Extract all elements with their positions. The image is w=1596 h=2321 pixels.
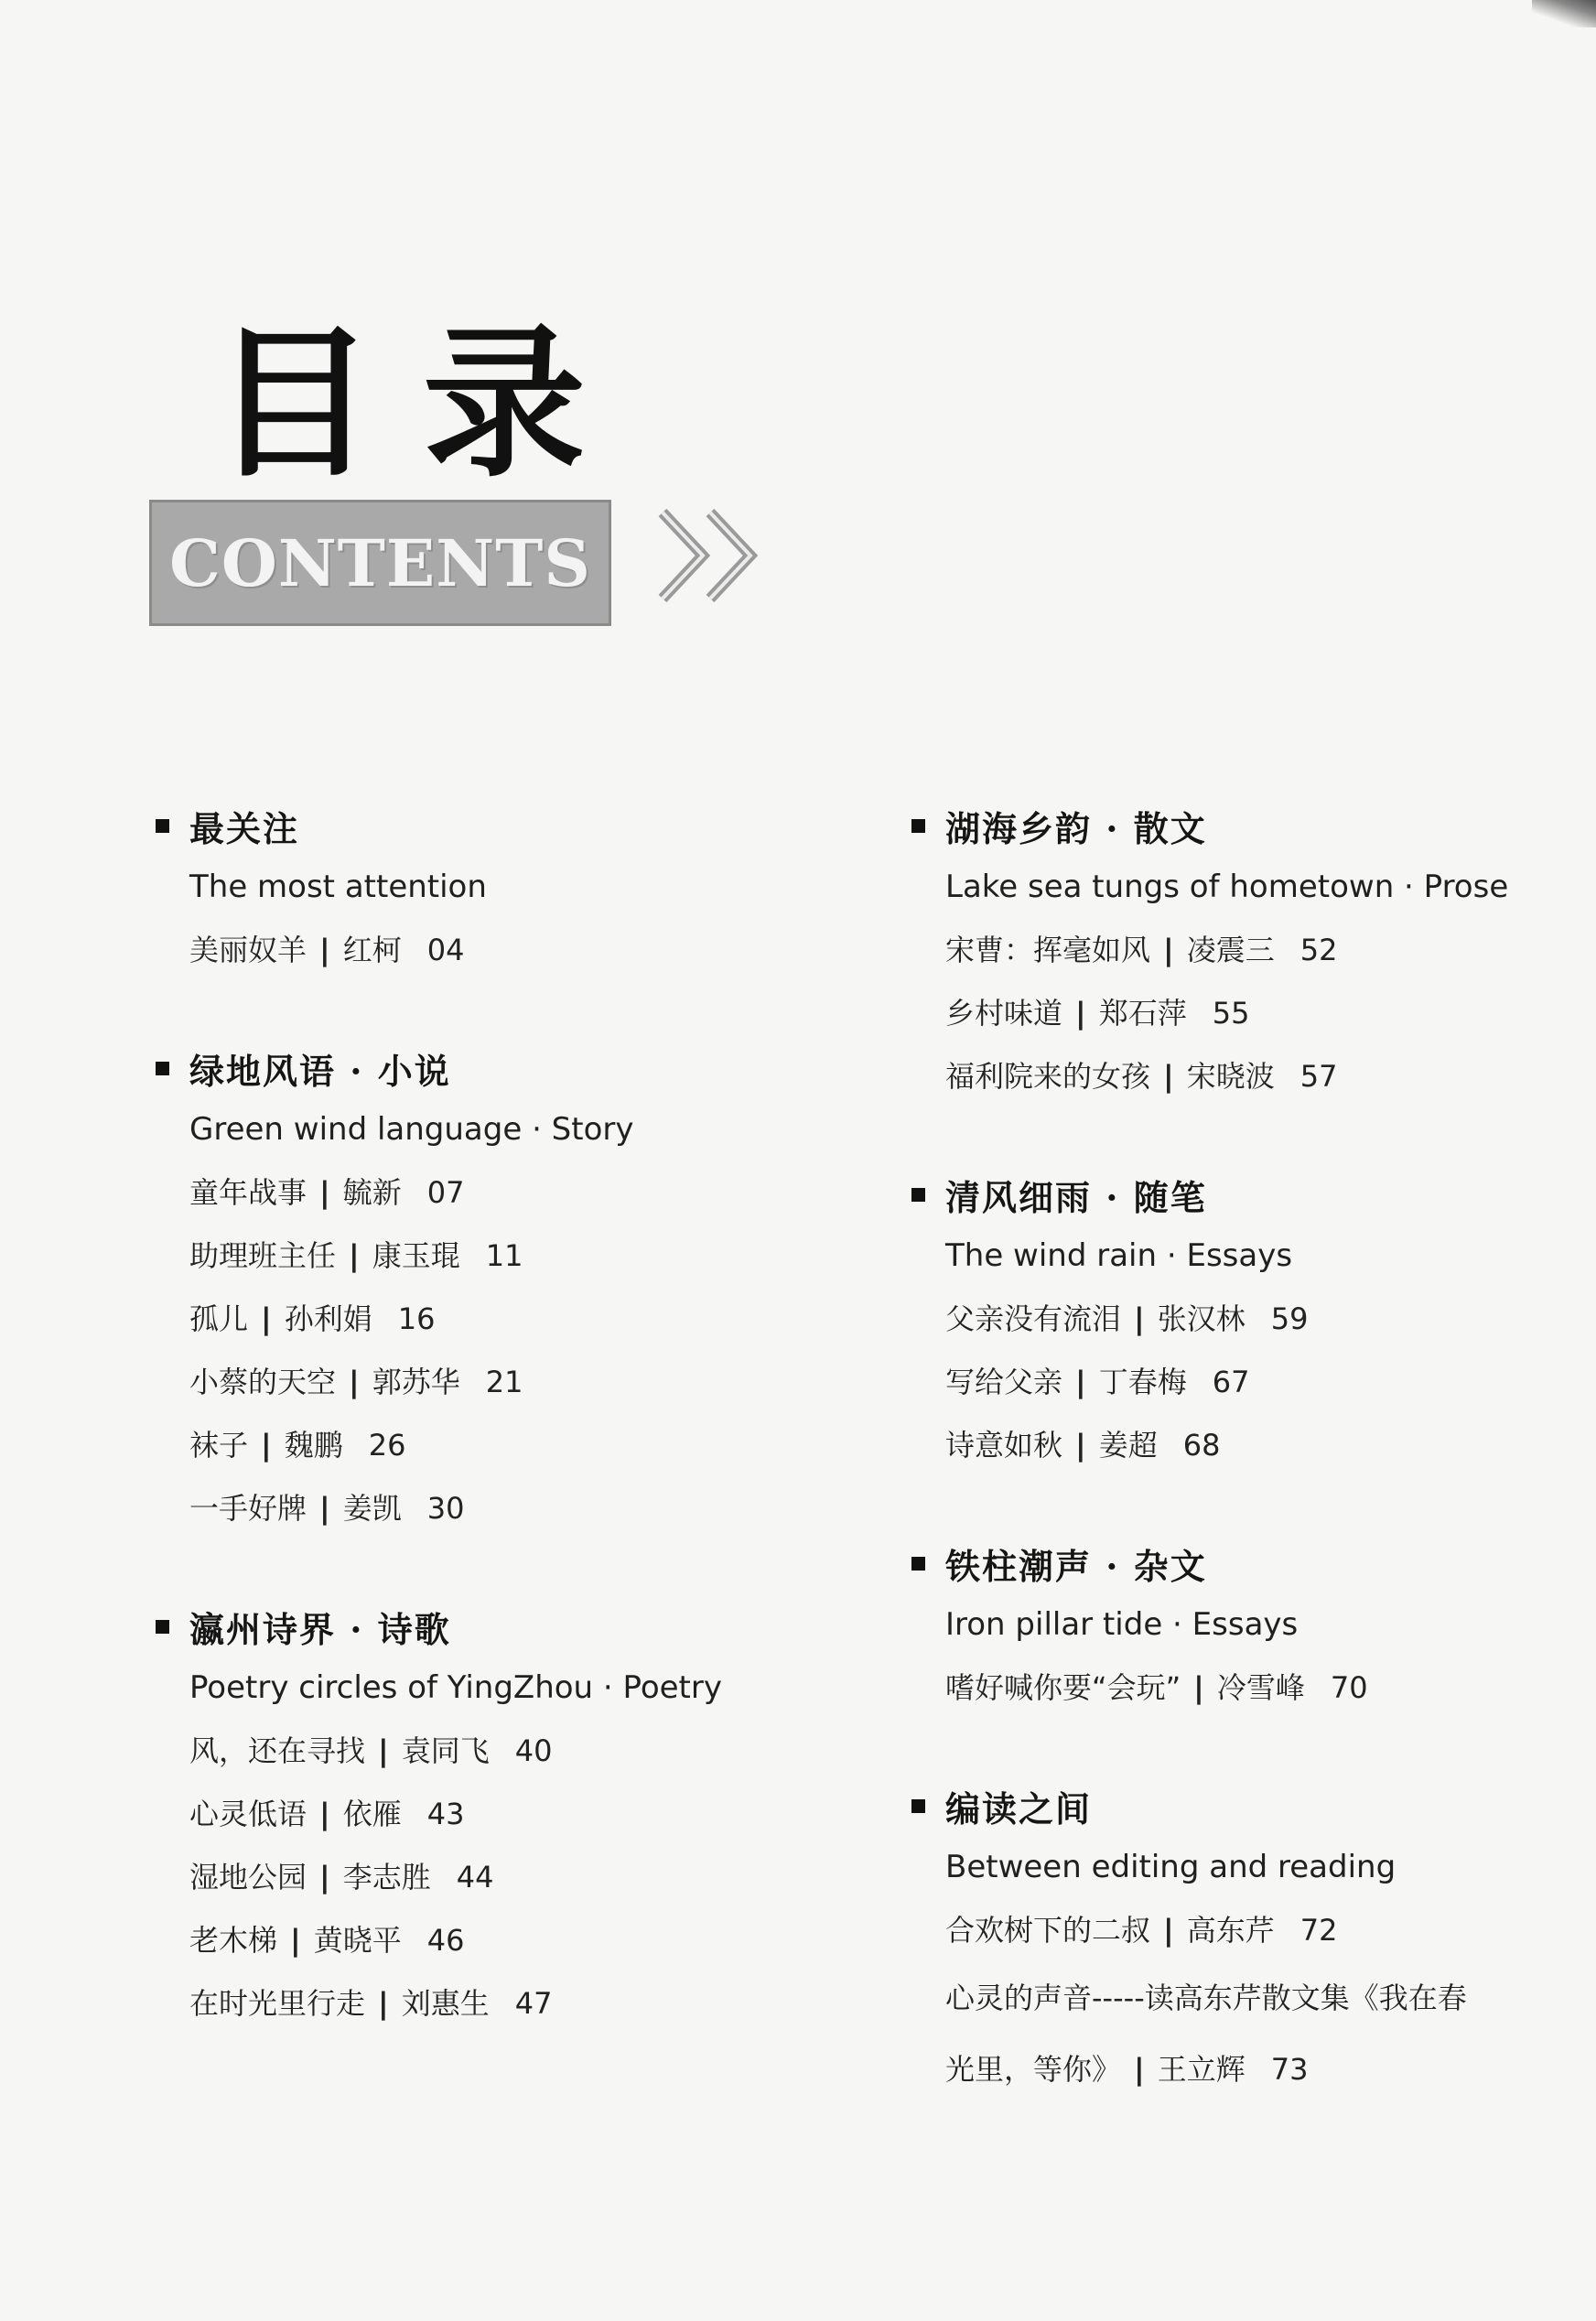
entry-title: 福利院来的女孩 xyxy=(945,1059,1151,1094)
entry-title: 写给父亲 xyxy=(945,1365,1063,1399)
entry-author: 郑石萍 xyxy=(1098,996,1187,1031)
square-bullet-icon xyxy=(156,1062,169,1075)
page-corner-shadow xyxy=(1532,0,1596,27)
entry-author: 冷雪峰 xyxy=(1216,1670,1305,1705)
entry-author: 张汉林 xyxy=(1157,1301,1246,1336)
toc-entry[interactable]: 小蔡的天空 | 郭苏华 21 xyxy=(189,1365,523,1399)
square-bullet-icon xyxy=(156,1620,169,1634)
toc-entry[interactable]: 乡村味道 | 郑石萍 55 xyxy=(945,996,1250,1031)
entry-title: 风，还在寻找 xyxy=(189,1733,366,1768)
section-title: 绿地风语 · 小说 xyxy=(189,1050,451,1092)
double-chevron-right-icon xyxy=(655,505,765,606)
toc-entry[interactable]: 心灵低语 | 依雁 43 xyxy=(189,1797,465,1831)
toc-entry[interactable]: 诗意如秋 | 姜超 68 xyxy=(945,1428,1221,1463)
entry-author: 刘惠生 xyxy=(401,1986,490,2021)
section-heading xyxy=(911,1165,1552,1224)
square-bullet-icon xyxy=(911,1799,925,1813)
section-subtitle: The most attention xyxy=(189,869,487,905)
entry-author: 魏鹏 xyxy=(284,1428,343,1463)
toc-entry[interactable]: 心灵的声音-----读高东芹散文集《我在春光里，等你》 | 王立辉 73 xyxy=(945,1981,1467,2087)
section-story xyxy=(156,1039,796,1540)
section-subtitle: The wind rain · Essays xyxy=(945,1237,1293,1274)
toc-entry[interactable]: 合欢树下的二叔 | 高东芹 72 xyxy=(945,1913,1338,1948)
section-essays-iron-pillar xyxy=(911,1534,1552,1720)
right-column xyxy=(911,796,1552,2162)
section-title: 最关注 xyxy=(189,807,300,849)
entry-page: 40 xyxy=(514,1733,553,1768)
entry-page: 30 xyxy=(426,1491,465,1526)
section-editing-reading xyxy=(911,1776,1552,2105)
square-bullet-icon xyxy=(911,819,925,833)
entry-author: 凌震三 xyxy=(1186,933,1275,967)
contents-label: CONTENTS xyxy=(169,524,591,601)
entry-title: 诗意如秋 xyxy=(945,1428,1063,1463)
entry-author: 李志胜 xyxy=(342,1860,431,1895)
section-heading xyxy=(911,1534,1552,1592)
entry-title: 小蔡的天空 xyxy=(189,1365,337,1399)
toc-entry[interactable]: 写给父亲 | 丁春梅 67 xyxy=(945,1365,1250,1399)
entry-title: 袜子 xyxy=(189,1428,249,1463)
entry-title: 孤儿 xyxy=(189,1301,249,1336)
entry-title: 合欢树下的二叔 xyxy=(945,1913,1151,1948)
entry-page: 21 xyxy=(485,1365,523,1399)
entry-page: 68 xyxy=(1182,1428,1221,1463)
entry-title: 美丽奴羊 xyxy=(189,933,307,967)
entry-author: 郭苏华 xyxy=(372,1365,460,1399)
section-title: 铁柱潮声 · 杂文 xyxy=(945,1545,1207,1587)
entry-title: 父亲没有流泪 xyxy=(945,1301,1122,1336)
entry-page: 46 xyxy=(426,1923,465,1958)
entry-author: 姜凯 xyxy=(342,1491,402,1526)
section-subtitle: Green wind language · Story xyxy=(189,1111,634,1148)
square-bullet-icon xyxy=(911,1188,925,1202)
section-subtitle: Iron pillar tide · Essays xyxy=(945,1606,1299,1643)
left-column xyxy=(156,796,796,2092)
square-bullet-icon xyxy=(911,1557,925,1571)
section-heading xyxy=(156,1597,796,1656)
toc-entry[interactable]: 童年战事 | 毓新 07 xyxy=(189,1175,465,1210)
section-heading xyxy=(911,1776,1552,1835)
entry-author: 姜超 xyxy=(1098,1428,1158,1463)
section-title: 编读之间 xyxy=(945,1787,1093,1830)
entry-author: 丁春梅 xyxy=(1098,1365,1187,1399)
entry-page: 59 xyxy=(1270,1301,1309,1336)
entry-author: 袁同飞 xyxy=(401,1733,490,1768)
entry-author: 高东芹 xyxy=(1186,1913,1275,1948)
toc-entry[interactable]: 福利院来的女孩 | 宋晓波 57 xyxy=(945,1059,1338,1094)
entry-author: 黄晓平 xyxy=(313,1923,402,1958)
entry-page: 52 xyxy=(1299,933,1338,967)
section-heading xyxy=(911,796,1552,855)
section-subtitle: Lake sea tungs of hometown · Prose xyxy=(945,869,1509,905)
entry-page: 43 xyxy=(426,1797,465,1831)
section-title: 瀛州诗界 · 诗歌 xyxy=(189,1608,451,1650)
entry-page: 16 xyxy=(397,1301,436,1336)
entry-page: 57 xyxy=(1299,1059,1338,1094)
entry-title: 老木梯 xyxy=(189,1923,278,1958)
entry-page: 67 xyxy=(1212,1365,1250,1399)
entry-page: 04 xyxy=(426,933,465,967)
section-title: 清风细雨 · 随笔 xyxy=(945,1176,1207,1218)
section-prose xyxy=(911,796,1552,1108)
entry-title: 助理班主任 xyxy=(189,1238,337,1273)
entry-author: 孙利娟 xyxy=(284,1301,372,1336)
entry-title: 童年战事 xyxy=(189,1175,307,1210)
toc-entry[interactable]: 嗜好喊你要“会玩” | 冷雪峰 70 xyxy=(945,1670,1368,1705)
contents-label-box xyxy=(149,500,611,626)
entry-author: 王立辉 xyxy=(1157,2052,1246,2087)
entry-page: 73 xyxy=(1270,2052,1309,2087)
toc-entry[interactable]: 孤儿 | 孙利娟 16 xyxy=(189,1301,436,1336)
entry-author: 依雁 xyxy=(342,1797,402,1831)
section-subtitle: Between editing and reading xyxy=(945,1849,1396,1885)
toc-entry[interactable]: 湿地公园 | 李志胜 44 xyxy=(189,1860,494,1895)
toc-entry[interactable]: 美丽奴羊 | 红柯 04 xyxy=(189,933,465,967)
entry-page: 44 xyxy=(456,1860,494,1895)
entry-page: 55 xyxy=(1212,996,1250,1031)
section-heading xyxy=(156,1039,796,1097)
entry-author: 康玉琨 xyxy=(372,1238,460,1273)
toc-entry[interactable]: 在时光里行走 | 刘惠生 47 xyxy=(189,1986,553,2021)
entry-title: 嗜好喊你要“会玩” xyxy=(945,1670,1181,1705)
square-bullet-icon xyxy=(156,819,169,833)
entry-title: 湿地公园 xyxy=(189,1860,307,1895)
entry-page: 72 xyxy=(1299,1913,1338,1948)
entry-page: 07 xyxy=(426,1175,465,1210)
section-subtitle: Poetry circles of YingZhou · Poetry xyxy=(189,1669,722,1706)
entry-title: 心灵低语 xyxy=(189,1797,307,1831)
entry-title: 在时光里行走 xyxy=(189,1986,366,2021)
section-heading xyxy=(156,796,796,855)
entry-page: 11 xyxy=(485,1238,523,1273)
entry-author: 宋晓波 xyxy=(1186,1059,1275,1094)
toc-entry[interactable]: 老木梯 | 黄晓平 46 xyxy=(189,1923,465,1958)
entry-page: 26 xyxy=(368,1428,406,1463)
entry-title: 宋曹：挥毫如风 xyxy=(945,933,1151,967)
section-title: 湖海乡韵 · 散文 xyxy=(945,807,1207,849)
toc-entry[interactable]: 风，还在寻找 | 袁同飞 40 xyxy=(189,1733,553,1768)
entry-author: 毓新 xyxy=(342,1175,402,1210)
entry-page: 70 xyxy=(1330,1670,1368,1705)
toc-entry[interactable]: 助理班主任 | 康玉琨 11 xyxy=(189,1238,523,1273)
entry-title: 心灵的声音-----读高东芹散文集《我在春光里，等你》 xyxy=(945,1981,1467,2087)
entry-title: 一手好牌 xyxy=(189,1491,307,1526)
section-poetry xyxy=(156,1597,796,2035)
toc-entry[interactable]: 一手好牌 | 姜凯 30 xyxy=(189,1491,465,1526)
entry-title: 乡村味道 xyxy=(945,996,1063,1031)
section-essays-wind-rain xyxy=(911,1165,1552,1477)
entry-author: 红柯 xyxy=(342,933,402,967)
section-most-attention xyxy=(156,796,796,982)
toc-entry[interactable]: 宋曹：挥毫如风 | 凌震三 52 xyxy=(945,933,1338,967)
entry-page: 47 xyxy=(514,1986,553,2021)
toc-entry[interactable]: 父亲没有流泪 | 张汉林 59 xyxy=(945,1301,1309,1336)
page-title: 目录 xyxy=(212,308,633,499)
toc-entry[interactable]: 袜子 | 魏鹏 26 xyxy=(189,1428,406,1463)
